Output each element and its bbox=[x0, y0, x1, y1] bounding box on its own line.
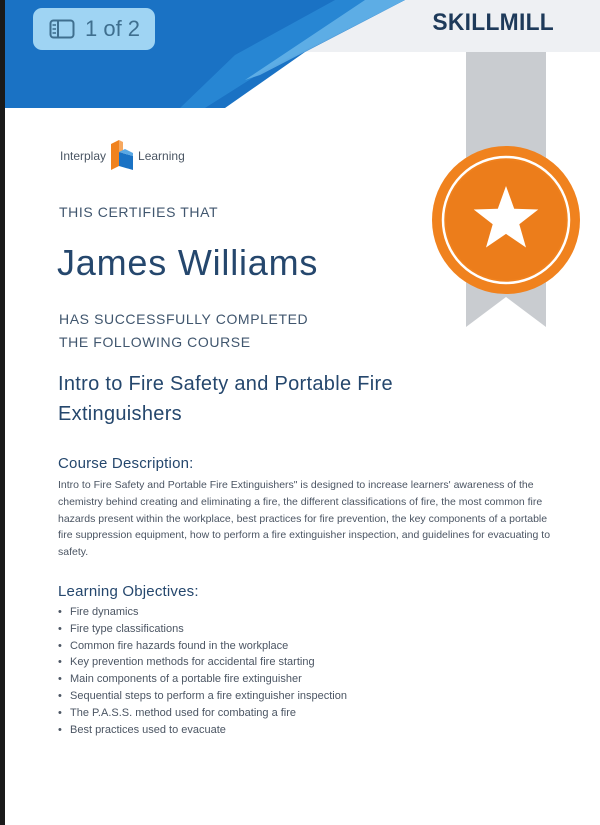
objectives-list bbox=[58, 604, 347, 738]
completed-text bbox=[59, 308, 308, 354]
completed-line-1: HAS SUCCESSFULLY COMPLETED bbox=[59, 311, 309, 327]
interplay-cube-logo-icon bbox=[109, 140, 135, 172]
logo-left-text: Interplay bbox=[60, 149, 107, 163]
objective-item: • Common fire hazards found in the workplace bbox=[58, 638, 347, 655]
certifies-text: THIS CERTIFIES THAT bbox=[59, 204, 219, 220]
page-indicator-label: 1 of 2 bbox=[85, 16, 141, 41]
course-description: Intro to Fire Safety and Portable Fire Extinguishers" is designed to increase learners' awareness of the chemistry behind creating and eliminating a fire, the different classifications of fire, the most common fire hazards present within the workplace, best practices for fire prevention, the key components of a portable fire suppression equipment, how to perform a fire extinguisher inspection, and guidelines for evacuating to safety. bbox=[58, 479, 551, 559]
course-title: Intro to Fire Safety and Portable Fire Extinguishers bbox=[58, 373, 393, 425]
completed-line-2: THE FOLLOWING COURSE bbox=[59, 334, 251, 350]
objectives-heading: Learning Objectives: bbox=[58, 583, 199, 600]
logo-right-text: Learning bbox=[138, 149, 185, 163]
star-medal-icon bbox=[432, 146, 580, 294]
recipient-name: James Williams bbox=[57, 242, 319, 283]
objective-item: • Fire dynamics bbox=[58, 604, 347, 621]
certificate-page bbox=[5, 0, 600, 825]
page-indicator-button[interactable] bbox=[33, 8, 155, 50]
objective-item: • Sequential steps to perform a fire extinguisher inspection bbox=[58, 688, 347, 705]
objective-item: • The P.A.S.S. method used for combating a fire bbox=[58, 705, 347, 722]
description-heading: Course Description: bbox=[58, 455, 194, 472]
interplay-logo bbox=[60, 140, 185, 172]
sidebar-panel-icon bbox=[49, 19, 75, 39]
objective-item: • Key prevention methods for accidental fire starting bbox=[58, 654, 347, 671]
objective-item: • Main components of a portable fire extinguisher bbox=[58, 671, 347, 688]
objective-item: • Best practices used to evacuate bbox=[58, 722, 347, 739]
objective-item: • Fire type classifications bbox=[58, 621, 347, 638]
brand-name: SKILLMILL bbox=[432, 9, 554, 36]
